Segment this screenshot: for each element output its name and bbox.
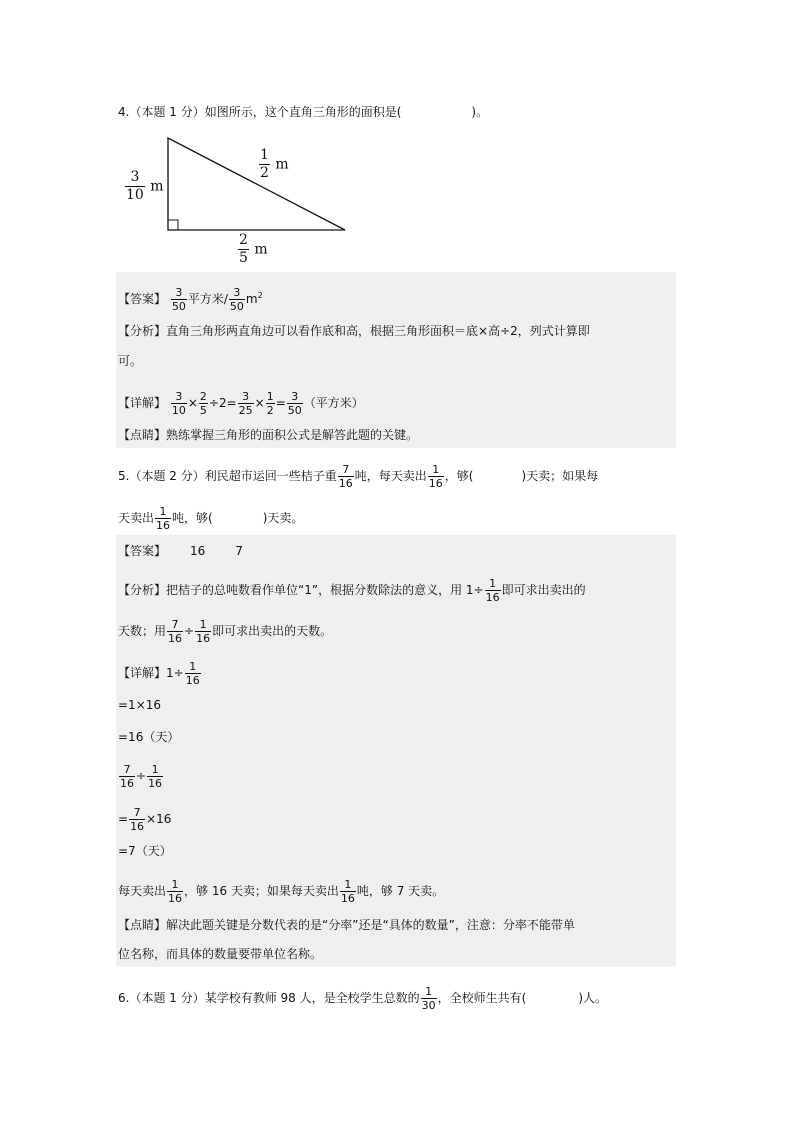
q4-point: 【点睛】熟练掌握三角形的面积公式是解答此题的关键。 <box>118 428 419 442</box>
fraction: $\frac{3}{50}$ <box>287 390 302 417</box>
q5-detail: 【详解】1÷ $\frac{1}{16}$ <box>118 660 200 687</box>
q5-step-1: =1×16 <box>118 698 162 712</box>
q5-analysis-cont: 天数；用 $\frac{7}{16}$ ÷ $\frac{1}{16}$ 即可求出卖出的天数。 <box>118 618 333 645</box>
right-triangle <box>168 138 345 230</box>
q4-analysis-cont: 可。 <box>118 354 143 368</box>
q5-step-4: = $\frac{7}{16}$ ×16 <box>118 806 172 833</box>
q6-number: 6 <box>118 991 126 1005</box>
q4-hypotenuse-label: $\frac{1}{2}$ m <box>260 147 289 181</box>
q5-step-2: =16（天） <box>118 730 180 744</box>
fraction: $\frac{1}{16}$ <box>340 878 355 905</box>
q4-number: 4 <box>118 105 126 119</box>
q5-stem-cont: 天卖出 $\frac{1}{16}$ 吨，够( )天卖。 <box>118 505 304 532</box>
fraction: $\frac{1}{16}$ <box>185 660 200 687</box>
fraction: $\frac{1}{2}$ <box>266 390 274 417</box>
q5-stem: 5.（本题 2 分）利民超市运回一些桔子重 $\frac{7}{16}$ 吨，每天卖出 $\frac{1}{16}$ ，够( )天卖；如果每 <box>118 463 599 490</box>
fraction: $\frac{3}{50}$ <box>171 286 186 313</box>
q4-detail: 【详解】 $\frac{3}{10}$ × $\frac{2}{5}$ ÷2= $\frac{3}{25}$ × $\frac{1}{2}$ = $\frac{3}{50}$ （平方米） <box>118 390 364 417</box>
q5-point-cont: 位名称，而具体的数量要带单位名称。 <box>118 947 323 961</box>
fraction: $\frac{1}{16}$ <box>168 878 183 905</box>
fraction: $\frac{7}{16}$ <box>130 806 145 833</box>
fraction: $\frac{1}{16}$ <box>485 577 500 604</box>
fraction: $\frac{1}{2}$ <box>260 147 269 181</box>
q4-base-label: $\frac{2}{5}$ m <box>239 232 268 266</box>
q5-number: 5 <box>118 469 126 483</box>
q4-blank-close: )。 <box>471 105 489 119</box>
q4-answer: 【答案】 $\frac{3}{50}$ 平方米/ $\frac{3}{50}$ $m^2$ <box>118 286 263 313</box>
q5-meta: （本题 2 分） <box>129 469 205 483</box>
q5-answer: 【答案】 16 7 <box>118 544 243 558</box>
q4-analysis: 【分析】直角三角形两直角边可以看作底和高，根据三角形面积＝底×高÷2，列式计算即 <box>118 324 590 338</box>
fraction: $\frac{1}{30}$ <box>421 985 436 1012</box>
q5-conclusion: 每天卖出 $\frac{1}{16}$ ，够 16 天卖；如果每天卖出 $\frac{1}{16}$ 吨，够 7 天卖。 <box>118 878 445 905</box>
fraction: $\frac{7}{16}$ <box>338 463 353 490</box>
fraction: $\frac{3}{25}$ <box>238 390 253 417</box>
right-angle-mark <box>168 220 178 230</box>
fraction: $\frac{7}{16}$ <box>168 618 183 645</box>
q4-left-side-label: $\frac{3}{10}$ m <box>126 169 164 203</box>
fraction: $\frac{2}{5}$ <box>199 390 207 417</box>
q5-analysis: 【分析】把桔子的总吨数看作单位“1”，根据分数除法的意义，用 1÷ $\frac{1}{16}$ 即可求出卖出的 <box>118 577 586 604</box>
fraction: $\frac{3}{50}$ <box>229 286 244 313</box>
q6-meta: （本题 1 分） <box>129 991 205 1005</box>
fraction: $\frac{3}{10}$ <box>171 390 186 417</box>
fraction: $\frac{7}{16}$ <box>120 763 134 790</box>
fraction: $\frac{1}{16}$ <box>428 463 443 490</box>
q4-stem: 4.（本题 1 分）如图所示，这个直角三角形的面积是( )。 <box>118 105 489 119</box>
fraction: $\frac{1}{16}$ <box>156 505 171 532</box>
q5-step-3: $\frac{7}{16}$ ÷ $\frac{1}{16}$ <box>120 763 163 790</box>
q4-meta: （本题 1 分） <box>129 105 205 119</box>
q4-stem-text: 如图所示，这个直角三角形的面积是( <box>204 105 402 119</box>
fraction: $\frac{1}{16}$ <box>196 618 211 645</box>
q5-step-5: =7（天） <box>118 844 172 858</box>
fraction: $\frac{1}{16}$ <box>148 763 163 790</box>
q6-stem: 6.（本题 1 分）某学校有教师 98 人，是全校学生总数的 $\frac{1}{30}$ ，全校师生共有( )人。 <box>118 985 608 1012</box>
fraction: $\frac{3}{10}$ <box>126 169 144 203</box>
fraction: $\frac{2}{5}$ <box>239 232 248 266</box>
q5-point: 【点睛】解决此题关键是分数代表的是“分率”还是“具体的数量”，注意：分率不能带单 <box>118 918 575 932</box>
